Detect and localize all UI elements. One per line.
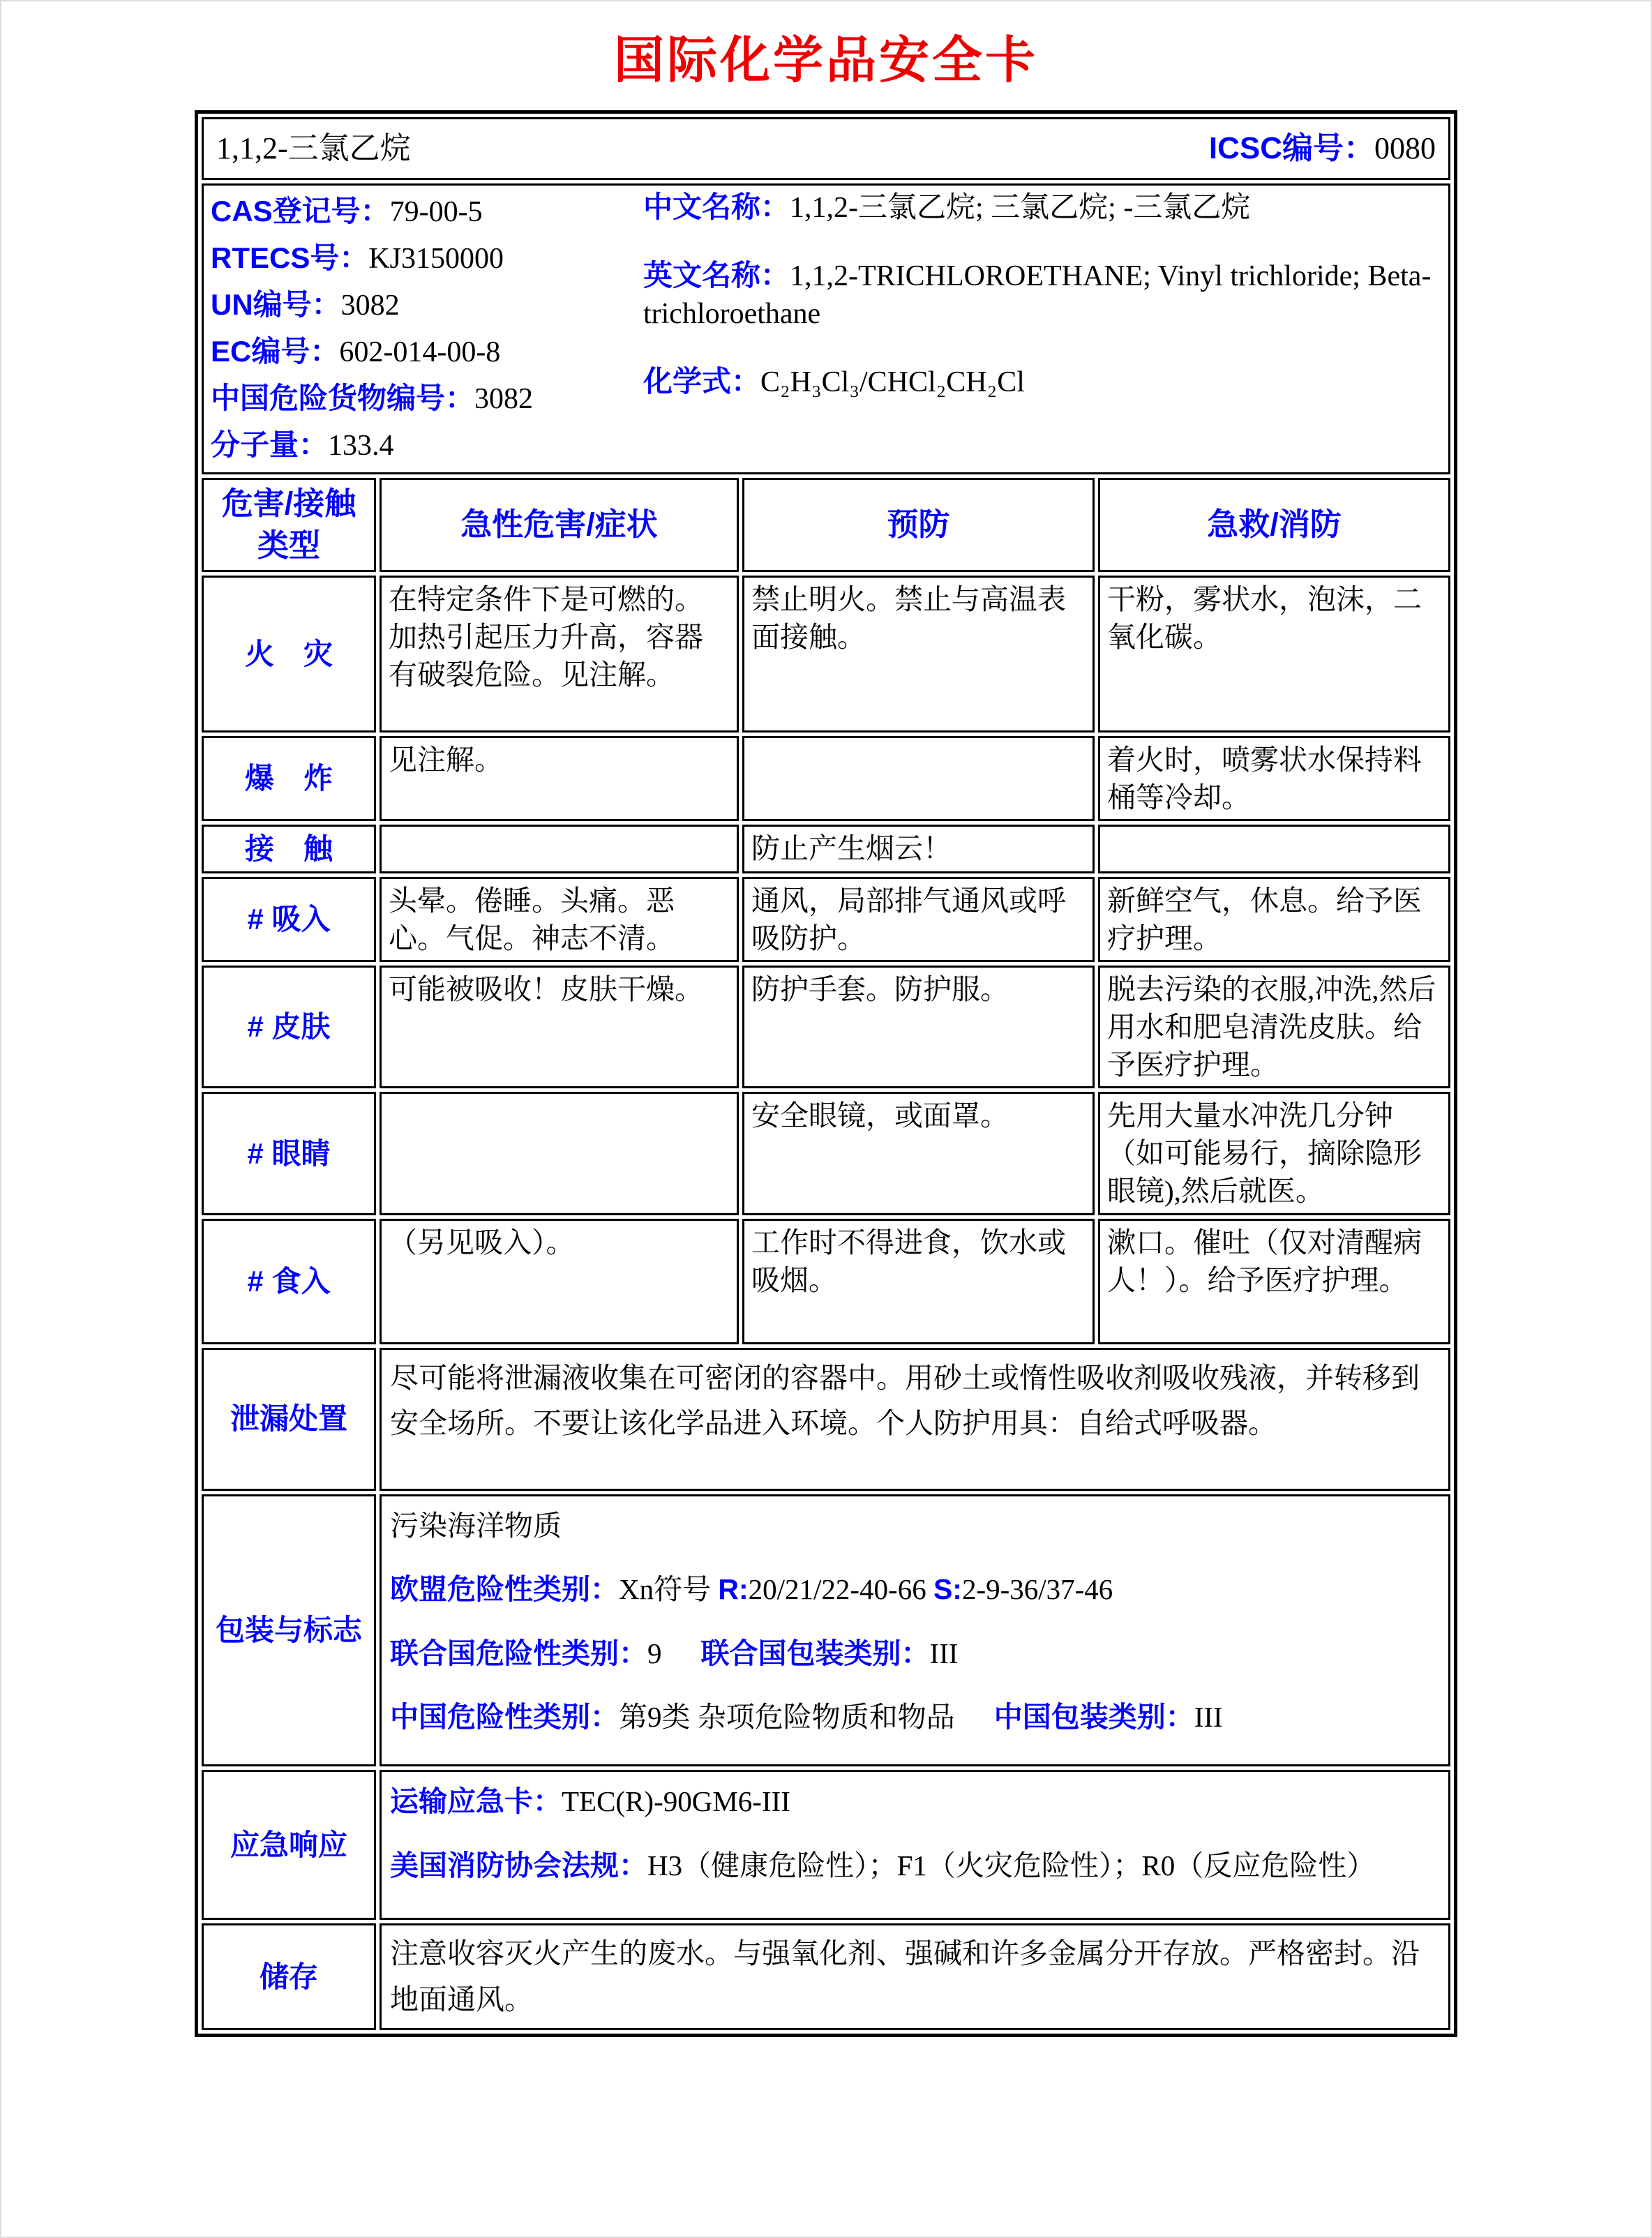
eyes-firstaid: 先用大量水冲洗几分钟（如可能易行，摘除隐形眼镜),然后就医。 [1098,1092,1450,1215]
identity-row [202,183,1450,474]
storage-text: 注意收容灭火产生的废水。与强氧化剂、强碱和许多金属分开存放。严格密封。沿地面通风。 [380,1923,1450,2030]
fire-symptoms: 在特定条件下是可燃的。加热引起压力升高，容器有破裂危险。见注解。 [380,576,739,733]
eyes-symptoms [380,1092,739,1215]
chinese-name-label: 中文名称： [643,190,790,223]
skin-type-label: # 皮肤 [202,966,376,1088]
un-class-label: 联合国危险性类别： [389,1637,647,1669]
row-eyes [202,1092,1450,1215]
eyes-type-label: # 眼睛 [202,1092,376,1215]
skin-symptoms: 可能被吸收！皮肤干燥。 [380,966,739,1088]
cn-class-line [390,1695,1440,1741]
name-row-cell [202,117,1450,180]
fire-firstaid: 干粉，雾状水，泡沫，二氧化碳。 [1098,576,1450,733]
packaging-label: 包装与标志 [202,1494,376,1766]
registry-numbers-block [211,188,643,470]
contact-symptoms [380,825,739,873]
emergency-content [380,1770,1450,1920]
emergency-label: 应急响应 [202,1770,376,1920]
row-fire [202,576,1450,733]
tec-line [390,1779,1440,1825]
names-block [643,188,1441,401]
nfpa-line [390,1843,1440,1889]
row-explosion [202,736,1450,821]
tec-card-label: 运输应急卡： [389,1785,562,1817]
packaging-content [380,1494,1450,1766]
ingestion-type-label: # 食入 [202,1219,376,1344]
inhalation-type-label: # 吸入 [202,877,376,962]
marine-pollutant-line: 污染海洋物质 [389,1509,562,1542]
english-name-para [643,257,1437,333]
icsc-number-label: ICSC编号： [1208,130,1375,165]
cas-value: 79-00-5 [389,196,483,228]
ec-label: EC编号： [210,335,340,368]
row-emergency [202,1770,1450,1920]
icsc-number [1209,128,1436,169]
inhalation-symptoms: 头晕。倦睡。头痛。恶心。气促。神志不清。 [380,877,739,962]
ec-line [211,329,643,375]
page-title: 国际化学品安全卡 [613,33,1038,89]
english-name-value: 1,1,2-TRICHLOROETHANE; Vinyl trichloride; Beta-trichloroethane [643,260,1432,331]
un-class-line [390,1631,1440,1677]
eu-class-label: 欧盟危险性类别： [389,1573,619,1606]
eyes-prevention: 安全眼镜，或面罩。 [742,1092,1095,1215]
explosion-type-label: 爆 炸 [202,736,376,821]
chinese-name-para [643,188,1437,227]
mol-weight-label: 分子量： [210,428,328,462]
nfpa-label: 美国消防协会法规： [389,1849,647,1882]
explosion-prevention [742,736,1095,821]
ingestion-symptoms: （另见吸入）。 [380,1219,739,1344]
mol-weight-value: 133.4 [328,430,394,463]
explosion-firstaid: 着火时，喷雾状水保持料桶等冷却。 [1098,736,1450,821]
un-label: UN编号： [210,288,341,322]
spill-label: 泄漏处置 [202,1348,376,1491]
un-pack-label: 联合国包装类别： [700,1637,930,1669]
un-line [211,282,643,329]
contact-firstaid [1098,825,1450,873]
s-phrases-label: S: [933,1573,962,1606]
cn-pack-label: 中国包装类别： [993,1701,1194,1734]
header-prevention: 预防 [742,478,1095,573]
cn-pack-value: III [1194,1701,1223,1734]
eu-class-value: Xn符号 [618,1573,719,1606]
contact-type-label: 接 触 [202,825,376,873]
cn-dangerous-goods-value: 3082 [474,383,533,416]
formula-para [643,363,1437,402]
substance-name: 1,1,2-三氯乙烷 [216,130,411,165]
formula-label: 化学式： [643,364,760,398]
rtecs-label: RTECS号： [210,241,369,275]
ingestion-firstaid: 漱口。催吐（仅对清醒病人！）。给予医疗护理。 [1098,1219,1450,1344]
un-class-value: 9 [647,1637,662,1669]
storage-label: 储存 [202,1923,376,2030]
tec-card-value: TEC(R)-90GM6-III [561,1785,790,1817]
header-firstaid: 急救/消防 [1098,478,1450,573]
un-pack-value: III [929,1637,959,1669]
contact-prevention: 防止产生烟云！ [742,825,1095,873]
english-name-label: 英文名称： [643,258,790,292]
rtecs-value: KJ3150000 [368,243,504,276]
header-symptoms: 急性危害/症状 [380,478,739,573]
icsc-number-value: 0080 [1374,130,1436,165]
r-phrases-label: R: [718,1573,749,1606]
spill-text: 尽可能将泄漏液收集在可密闭的容器中。用砂土或惰性吸收剂吸收残液，并转移到安全场所。不要让该化学品进入环境。个人防护用具：自给式呼吸器。 [380,1348,1450,1491]
eu-hazard-line [390,1567,1440,1613]
identity-cell [202,183,1450,474]
un-value: 3082 [340,290,400,322]
row-contact [202,825,1450,873]
inhalation-prevention: 通风，局部排气通风或呼吸防护。 [742,877,1095,962]
row-ingestion [202,1219,1450,1344]
cas-label: CAS登记号： [210,195,390,227]
row-skin [202,966,1450,1088]
name-row [202,117,1450,180]
ingestion-prevention: 工作时不得进食，饮水或吸烟。 [742,1219,1095,1344]
cas-line [211,188,643,235]
fire-type-label: 火 灾 [202,576,376,733]
row-packaging [202,1494,1450,1766]
inhalation-firstaid: 新鲜空气，休息。给予医疗护理。 [1098,877,1450,962]
formula-value: C₂H₃Cl₃/CHCl₂CH₂Cl [760,366,1025,398]
explosion-symptoms: 见注解。 [380,736,739,821]
rtecs-line [211,235,643,282]
cn-class-label: 中国危险性类别： [389,1701,619,1734]
icsc-card-table [195,110,1457,2037]
skin-firstaid: 脱去污染的衣服,冲洗,然后用水和肥皂清洗皮肤。给予医疗护理。 [1098,966,1450,1088]
ec-value: 602-014-00-8 [339,336,501,369]
hazard-header-row [202,478,1450,573]
skin-prevention: 防护手套。防护服。 [742,966,1095,1088]
cn-class-value: 第9类 杂项危险物质和物品 [618,1701,955,1734]
row-storage [202,1923,1450,2030]
header-hazard-type: 危害/接触类型 [202,478,376,573]
mol-weight-line [211,422,643,469]
chinese-name-value: 1,1,2-三氯乙烷; 三氯乙烷; -三氯乙烷 [790,192,1251,224]
s-phrases-value: 2-9-36/37-46 [961,1573,1113,1606]
cn-dangerous-goods-line [211,375,643,422]
r-phrases-value: 20/21/22-40-66 [748,1573,933,1606]
row-inhalation [202,877,1450,962]
nfpa-value: H3（健康危险性）；F1（火灾危险性）；R0（反应危险性） [647,1849,1376,1882]
cn-dangerous-goods-label: 中国危险货物编号： [210,382,474,415]
fire-prevention: 禁止明火。禁止与高温表面接触。 [742,576,1095,733]
row-spill [202,1348,1450,1491]
